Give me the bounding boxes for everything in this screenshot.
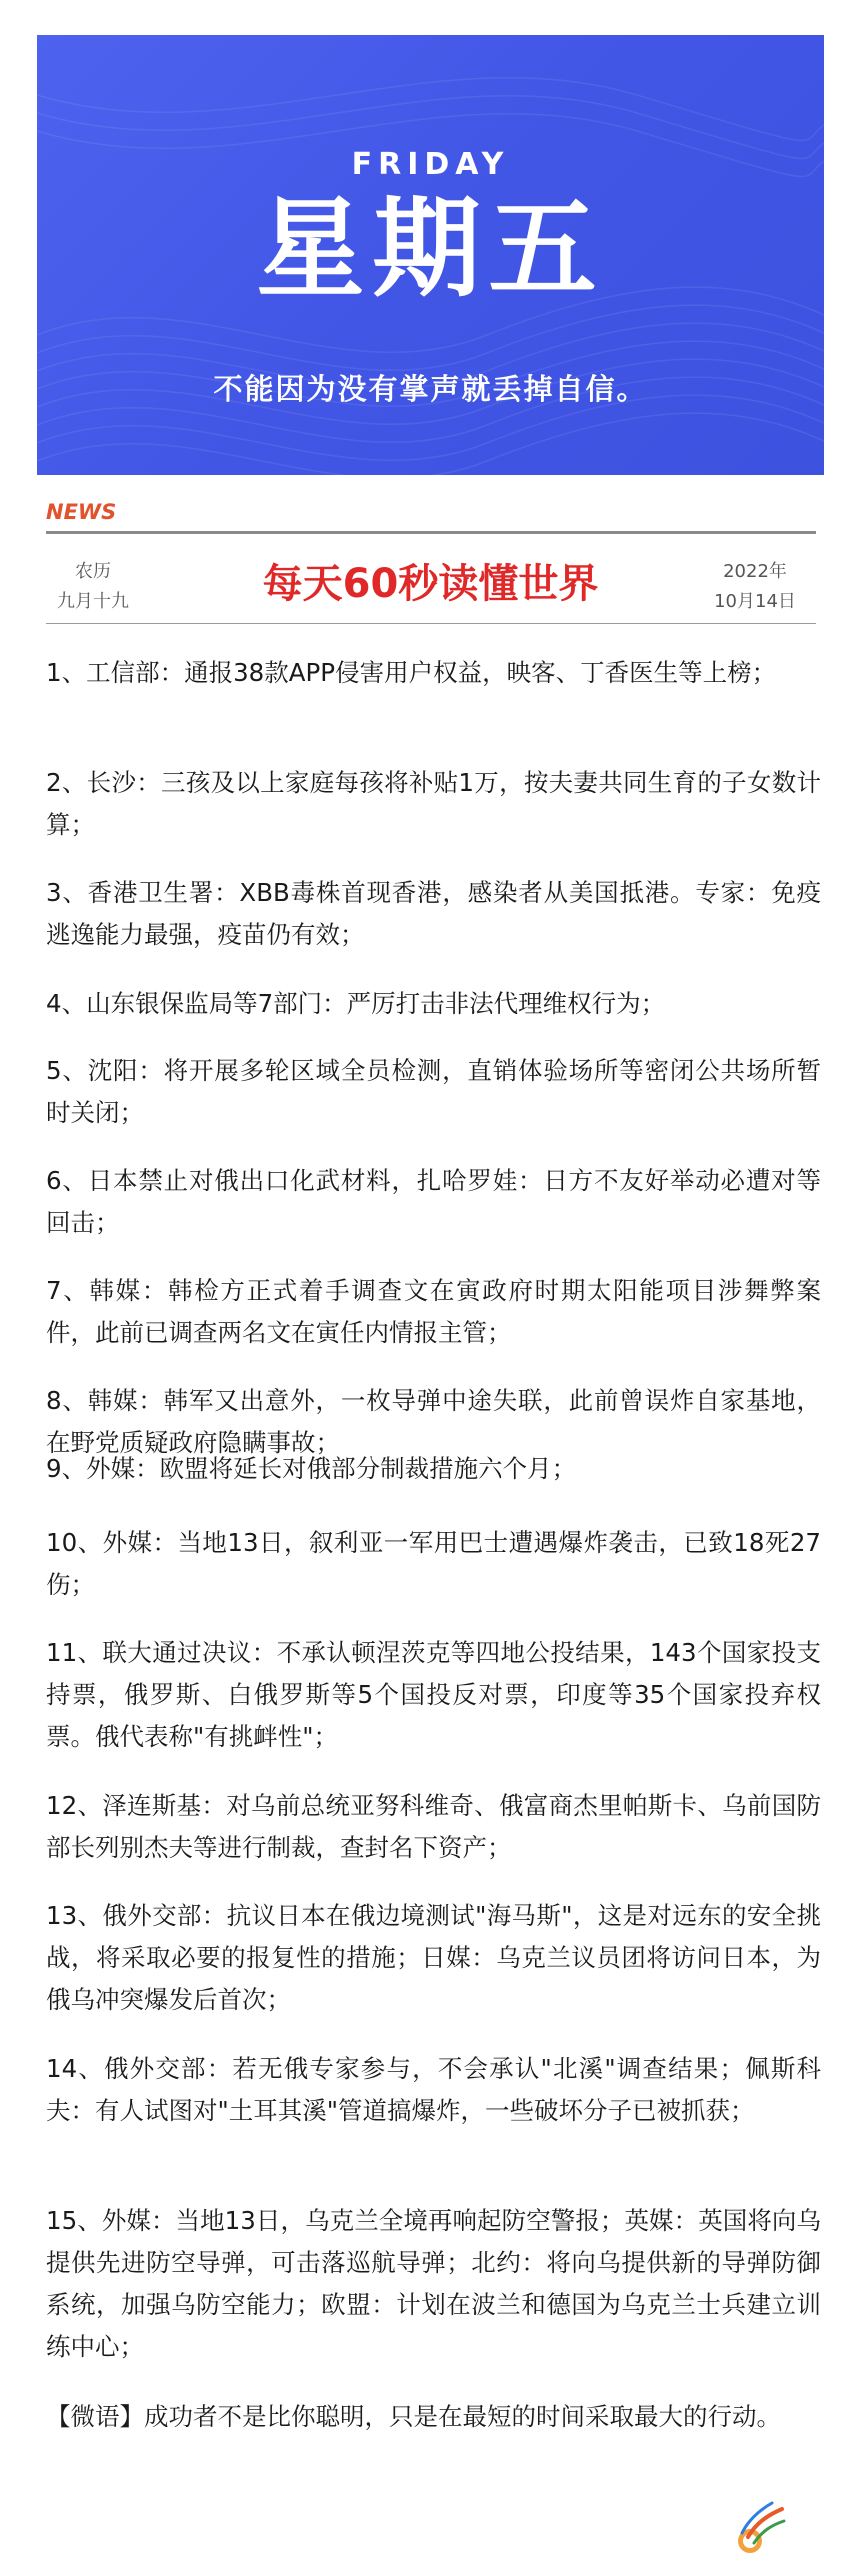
news-item-14: 14、俄外交部：若无俄专家参与，不会承认"北溪"调查结果；佩斯科夫：有人试图对"土耳其溪"管道搞爆炸，一些破坏分子已被抓获； bbox=[46, 2054, 821, 2125]
header-banner bbox=[37, 35, 824, 475]
lunar-date-line2: 九月十九 bbox=[57, 591, 129, 612]
news-label: NEWS bbox=[46, 500, 117, 524]
news-item-9-clipped bbox=[46, 1454, 821, 1500]
day-chinese: 星期五 bbox=[256, 187, 605, 312]
daily-quote: 【微语】成功者不是比你聪明，只是在最短的时间采取最大的行动。 bbox=[46, 2402, 781, 2431]
day-english: FRIDAY bbox=[351, 147, 510, 182]
divider-thick bbox=[46, 531, 816, 534]
motto: 不能因为没有掌声就丢掉自信。 bbox=[213, 372, 648, 406]
lunar-date-line1: 农历 bbox=[75, 561, 111, 582]
news-item-12: 12、泽连斯基：对乌前总统亚努科维奇、俄富商杰里帕斯卡、乌前国防部长列别杰夫等进行制裁，查封名下资产； bbox=[46, 1791, 821, 1862]
news-item-5: 5、沈阳：将开展多轮区域全员检测，直销体验场所等密闭公共场所暂时关闭； bbox=[46, 1056, 821, 1127]
calendar-date bbox=[700, 557, 810, 617]
divider-thin bbox=[46, 623, 816, 624]
news-item-4: 4、山东银保监局等7部门：严厉打击非法代理维权行为； bbox=[46, 989, 666, 1018]
news-item-8: 8、韩媒：韩军又出意外，一枚导弹中途失联，此前曾误炸自家基地，在野党质疑政府隐瞒事故； bbox=[46, 1386, 821, 1457]
news-item-6: 6、日本禁止对俄出口化武材料，扎哈罗娃：日方不友好举动必遭对等回击； bbox=[46, 1166, 821, 1237]
date-month-day: 10月14日 bbox=[714, 591, 796, 612]
news-item-15: 15、外媒：当地13日，乌克兰全境再响起防空警报；英媒：英国将向乌提供先进防空导弹，可击落巡航导弹；北约：将向乌提供新的导弹防御系统，加强乌防空能力；欧盟：计划在波兰和德国为乌克兰士兵建立训练中心； bbox=[46, 2206, 821, 2361]
news-item-13: 13、俄外交部：抗议日本在俄边境测试"海马斯"，这是对远东的安全挑战，将采取必要的报复性的措施；日媒：乌克兰议员团将访问日本，为俄乌冲突爆发后首次； bbox=[46, 1901, 821, 2014]
news-item-3: 3、香港卫生署：XBB毒株首现香港，感染者从美国抵港。专家：免疫逃逸能力最强，疫苗仍有效； bbox=[46, 878, 821, 949]
news-item-10: 10、外媒：当地13日，叙利亚一军用巴士遭遇爆炸袭击，已致18死27伤； bbox=[46, 1528, 821, 1599]
lunar-date bbox=[48, 557, 138, 617]
news-item-11: 11、联大通过决议：不承认顿涅茨克等四地公投结果，143个国家投支持票，俄罗斯、白俄罗斯等5个国投反对票，印度等35个国家投弃权票。俄代表称"有挑衅性"； bbox=[46, 1638, 821, 1751]
news-item-9-text: 9、外媒：欧盟将延长对俄部分制裁措施六个月； bbox=[46, 1454, 577, 1483]
date-year: 2022年 bbox=[723, 561, 787, 582]
news-item-2: 2、长沙：三孩及以上家庭每孩将补贴1万，按夫妻共同生育的子女数计算； bbox=[46, 768, 821, 839]
news-item-7: 7、韩媒：韩检方正式着手调查文在寅政府时期太阳能项目涉舞弊案件，此前已调查两名文在寅任内情报主管； bbox=[46, 1276, 821, 1347]
news-item-1: 1、工信部：通报38款APP侵害用户权益，映客、丁香医生等上榜； bbox=[46, 658, 777, 687]
page-title: 每天60秒读懂世界 bbox=[262, 561, 599, 607]
brand-logo-icon bbox=[728, 2497, 788, 2557]
